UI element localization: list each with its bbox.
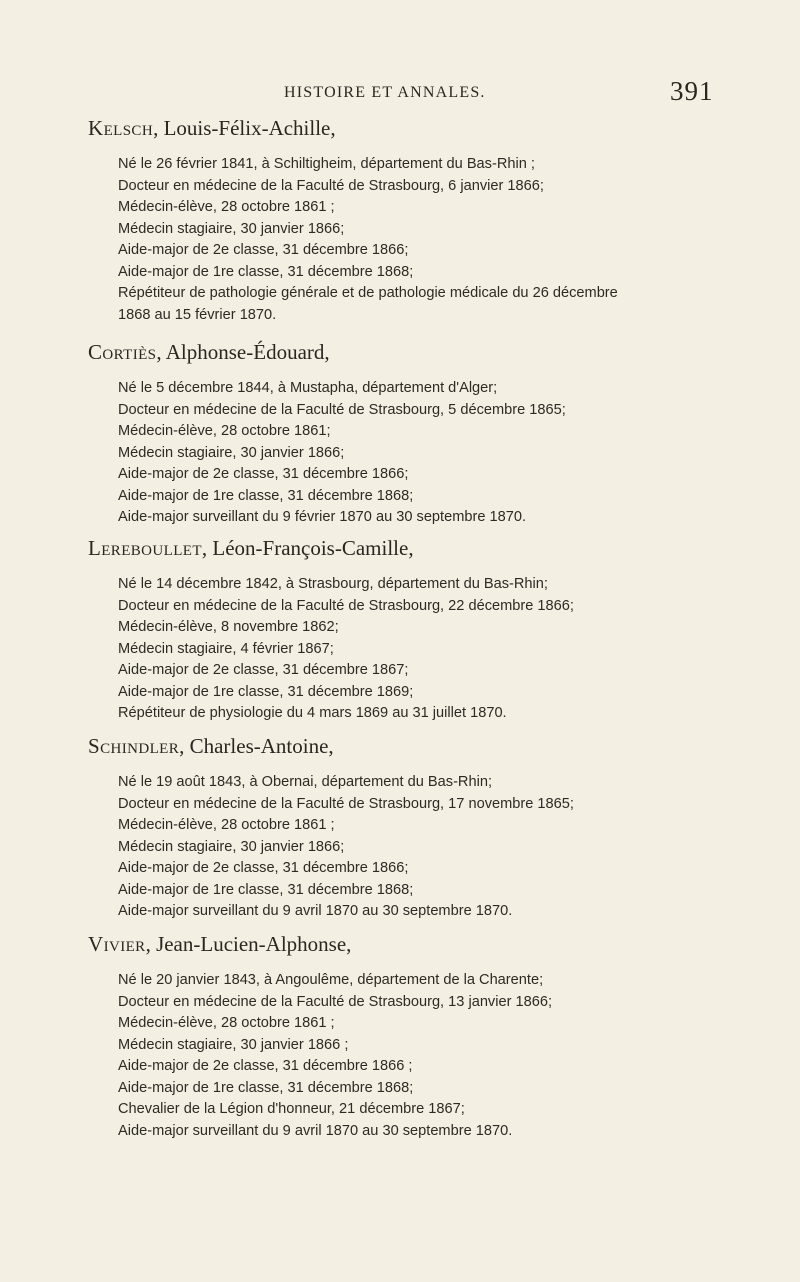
entry-line: Docteur en médecine de la Faculté de Strasbourg, 5 décembre 1865; — [118, 401, 566, 418]
entry-line: Médecin stagiaire, 30 janvier 1866; — [118, 838, 345, 855]
entry-name: Vivier, Jean-Lucien-Alphonse, — [88, 932, 352, 956]
entry-line: Aide-major surveillant du 9 février 1870 au 30 septembre 1870. — [118, 509, 527, 525]
entry-line: Aide-major surveillant du 9 avril 1870 au 30 septembre 1870. — [118, 903, 513, 919]
entry-line: Aide-major de 2e classe, 31 décembre 1867; — [118, 662, 409, 678]
entry-lines — [118, 378, 708, 529]
entry-line: Aide-major de 2e classe, 31 décembre 1866; — [118, 242, 409, 258]
entry-surname: Lereboullet — [88, 536, 202, 560]
entry-lines — [118, 574, 708, 725]
running-title: HISTOIRE ET ANNALES. — [284, 84, 486, 101]
entry-line: Médecin-élève, 28 octobre 1861 ; — [118, 1015, 335, 1031]
entry-line: Médecin-élève, 28 octobre 1861 ; — [118, 199, 335, 215]
entry-line: Aide-major de 1re classe, 31 décembre 1868; — [118, 881, 414, 898]
entry-line: Médecin stagiaire, 30 janvier 1866 ; — [118, 1036, 349, 1053]
entry-line: Médecin-élève, 28 octobre 1861 ; — [118, 817, 335, 833]
entry-line: Aide-major de 1re classe, 31 décembre 1868; — [118, 487, 414, 504]
entry-name: Lereboullet, Léon-François-Camille, — [88, 536, 414, 560]
entry-line: Chevalier de la Légion d'honneur, 21 décembre 1867; — [118, 1101, 465, 1117]
entry-lines — [118, 970, 708, 1142]
entry-line: Médecin-élève, 28 octobre 1861; — [118, 423, 331, 439]
entry-line: Aide-major de 2e classe, 31 décembre 1866 ; — [118, 1058, 413, 1074]
entry-line: Répétiteur de pathologie générale et de pathologie médicale du 26 décembre — [118, 285, 618, 301]
entry-surname: Cortiès — [88, 340, 157, 364]
entry-name: Schindler, Charles-Antoine, — [88, 734, 334, 758]
entry-line: Docteur en médecine de la Faculté de Strasbourg, 17 novembre 1865; — [118, 795, 574, 812]
entry-line: Médecin stagiaire, 30 janvier 1866; — [118, 220, 345, 237]
entry-line: Aide-major de 2e classe, 31 décembre 1866; — [118, 466, 409, 482]
entry-line: Docteur en médecine de la Faculté de Strasbourg, 22 décembre 1866; — [118, 597, 574, 614]
entry-line: 1868 au 15 février 1870. — [118, 306, 277, 323]
entry-line: Aide-major de 1re classe, 31 décembre 1869; — [118, 683, 414, 700]
entry-given-names: Léon-François-Camille, — [212, 536, 414, 560]
entry-line: Docteur en médecine de la Faculté de Strasbourg, 6 janvier 1866; — [118, 177, 544, 194]
entry-given-names: Charles-Antoine, — [189, 734, 334, 758]
entry-line: Né le 26 février 1841, à Schiltigheim, département du Bas-Rhin ; — [118, 156, 535, 172]
entry-lines — [118, 154, 708, 326]
entry-line: Médecin stagiaire, 4 février 1867; — [118, 640, 334, 657]
entry-surname: Schindler — [88, 734, 180, 758]
entry-line: Né le 5 décembre 1844, à Mustapha, département d'Alger; — [118, 380, 498, 396]
page-number: 391 — [670, 76, 714, 106]
entry-line: Médecin-élève, 8 novembre 1862; — [118, 619, 339, 635]
entry-line: Aide-major de 2e classe, 31 décembre 1866; — [118, 860, 409, 876]
entry-name: Cortiès, Alphonse-Édouard, — [88, 340, 330, 364]
entry-line: Né le 19 août 1843, à Obernai, département du Bas-Rhin; — [118, 774, 493, 790]
entry-line: Aide-major surveillant du 9 avril 1870 au 30 septembre 1870. — [118, 1122, 513, 1139]
entry-line: Répétiteur de physiologie du 4 mars 1869 au 31 juillet 1870. — [118, 705, 507, 721]
entry-line: Né le 14 décembre 1842, à Strasbourg, département du Bas-Rhin; — [118, 576, 548, 592]
entry-given-names: Jean-Lucien-Alphonse, — [156, 932, 352, 956]
entry-surname: Kelsch — [88, 116, 154, 140]
entry-given-names: Louis-Félix-Achille, — [163, 116, 336, 140]
entry-given-names: Alphonse-Édouard, — [165, 340, 330, 364]
entry-surname: Vivier — [88, 932, 146, 956]
entry-line: Médecin stagiaire, 30 janvier 1866; — [118, 444, 345, 461]
entry-line: Docteur en médecine de la Faculté de Strasbourg, 13 janvier 1866; — [118, 993, 553, 1010]
entry-line: Aide-major de 1re classe, 31 décembre 1868; — [118, 263, 414, 280]
entry-line: Aide-major de 1re classe, 31 décembre 1868; — [118, 1079, 414, 1096]
entry-lines — [118, 772, 708, 923]
entry-line: Né le 20 janvier 1843, à Angoulême, département de la Charente; — [118, 972, 544, 988]
entry-name: Kelsch, Louis-Félix-Achille, — [88, 116, 336, 140]
